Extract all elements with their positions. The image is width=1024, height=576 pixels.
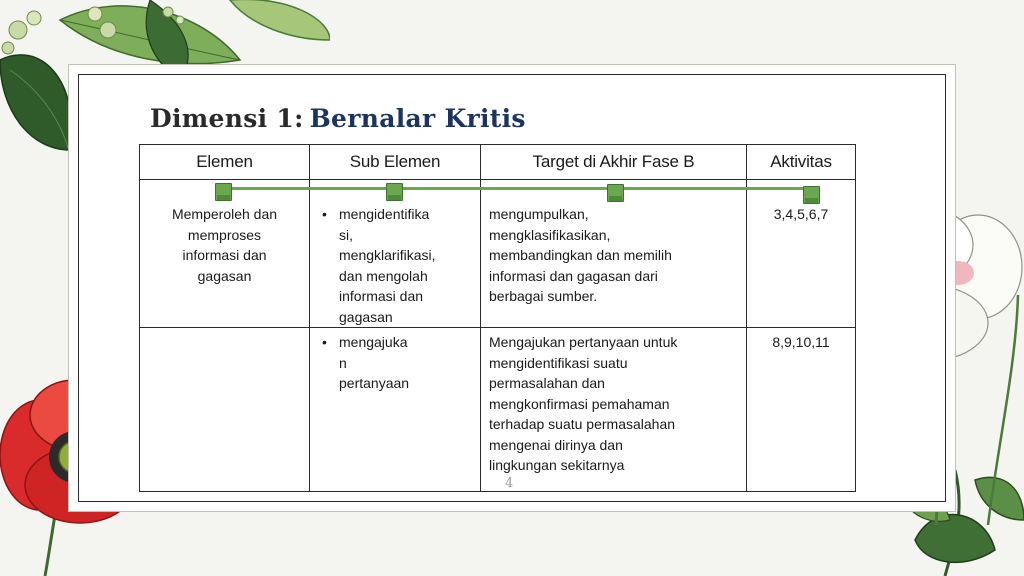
slide-title-prefix: Dimensi 1: bbox=[150, 104, 304, 133]
page-number: 4 bbox=[505, 476, 514, 491]
sub-elemen-text: mengajuka n pertanyaan bbox=[339, 334, 410, 391]
cell-sub-elemen bbox=[310, 180, 481, 328]
bullet-icon: • bbox=[322, 206, 327, 222]
timeline-node-icon bbox=[607, 184, 624, 202]
target-text: mengumpulkan, mengklasifikasikan, membandingkan dan memilih informasi dan gagasan dari berbagai sumber. bbox=[489, 206, 672, 304]
bullet-icon: • bbox=[322, 334, 327, 350]
header-aktivitas: Aktivitas bbox=[747, 145, 856, 180]
timeline-line bbox=[224, 187, 813, 190]
aktivitas-text: 8,9,10,11 bbox=[772, 334, 830, 350]
cell-aktivitas bbox=[747, 328, 856, 492]
table-row bbox=[140, 328, 856, 492]
dimension-table bbox=[139, 144, 856, 492]
table-header-row bbox=[140, 145, 856, 180]
target-text: Mengajukan pertanyaan untuk mengidentifikasi suatu permasalahan dan mengkonfirmasi pemahaman terhadap suatu permasalahan mengenai dirinya dan lingkungan sekitarnya bbox=[489, 334, 678, 473]
header-target: Target di Akhir Fase B bbox=[481, 145, 747, 180]
cell-aktivitas bbox=[747, 180, 856, 328]
header-sub-elemen: Sub Elemen bbox=[310, 145, 481, 180]
cell-sub-elemen bbox=[310, 328, 481, 492]
slide-title-main: Bernalar Kritis bbox=[309, 104, 526, 133]
timeline-node-icon bbox=[215, 183, 232, 201]
elemen-text: Memperoleh dan memproses informasi dan gagasan bbox=[171, 206, 278, 284]
table-row bbox=[140, 180, 856, 328]
cell-elemen bbox=[140, 180, 310, 328]
sub-elemen-text: mengidentifika si, mengklarifikasi, dan mengolah informasi dan gagasan bbox=[339, 206, 436, 325]
timeline-node-icon bbox=[386, 183, 403, 201]
header-elemen: Elemen bbox=[140, 145, 310, 180]
aktivitas-text: 3,4,5,6,7 bbox=[773, 206, 829, 222]
timeline-node-icon bbox=[803, 186, 820, 204]
cell-elemen bbox=[140, 328, 310, 492]
slide-title bbox=[150, 104, 526, 133]
cell-target bbox=[481, 328, 747, 492]
